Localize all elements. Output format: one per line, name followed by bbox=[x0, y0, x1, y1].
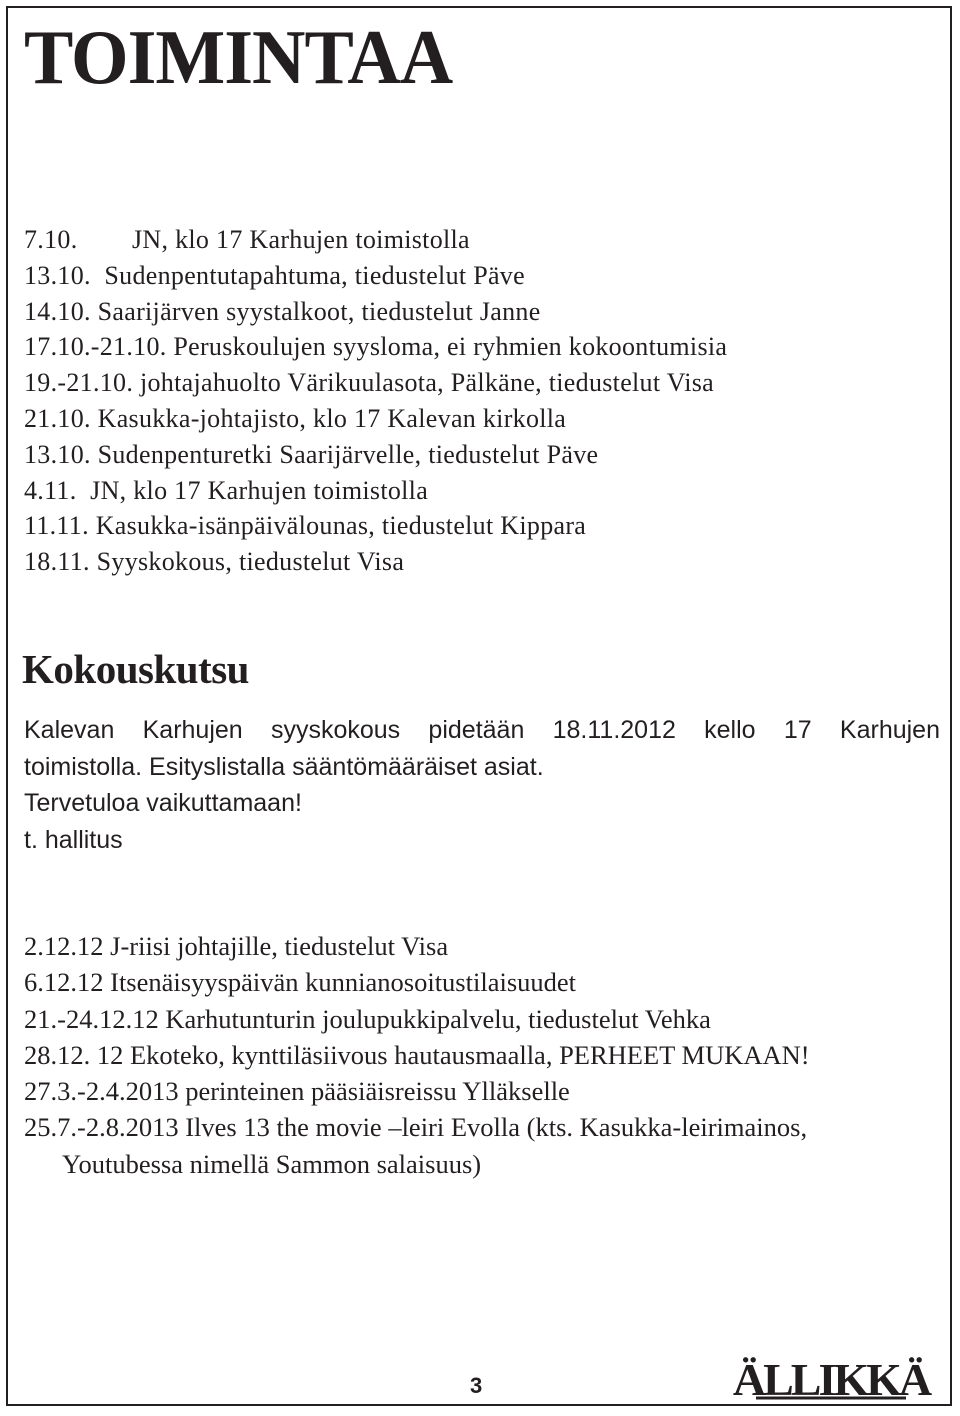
page-border bbox=[6, 6, 952, 1406]
list-item bbox=[24, 222, 727, 258]
event-text: Peruskoulujen syysloma, ei ryhmien kokoontumisia bbox=[173, 332, 728, 362]
list-item: 25.7.-2.8.2013 Ilves 13 the movie –leiri Evolla (kts. Kasukka-leirimainos, bbox=[24, 1112, 808, 1143]
list-item bbox=[24, 508, 727, 544]
event-date: 4.11. bbox=[24, 475, 77, 505]
event-date: 21.10. bbox=[24, 403, 91, 433]
invitation-line: toimistolla. Esityslistalla sääntömääräiset asiat. bbox=[24, 752, 544, 781]
list-item bbox=[24, 329, 727, 365]
event-text: JN, klo 17 Karhujen toimistolla bbox=[90, 475, 429, 505]
list-item bbox=[24, 544, 727, 580]
event-date: 14.10. bbox=[24, 296, 91, 326]
meeting-heading: Kokouskutsu bbox=[22, 646, 249, 692]
event-list bbox=[24, 222, 727, 580]
event-text: Kasukka-isänpäivälounas, tiedustelut Kippara bbox=[95, 511, 587, 541]
list-item bbox=[24, 258, 727, 294]
allikka-logo bbox=[732, 1338, 930, 1405]
page-number: 3 bbox=[470, 1373, 483, 1398]
event-date: 13.10. bbox=[24, 439, 91, 469]
event-text: JN, klo 17 Karhujen toimistolla bbox=[132, 225, 470, 254]
svg-text:ÄLLIKKÄ: ÄLLIKKÄ bbox=[732, 1354, 930, 1405]
event-text: johtajahuolto Värikuulasota, Pälkäne, tiedustelut Visa bbox=[139, 368, 715, 398]
list-item: 6.12.12 Itsenäisyyspäivän kunnianosoitustilaisuudet bbox=[24, 967, 577, 998]
meeting-invitation bbox=[24, 712, 940, 858]
event-text: Kasukka-johtajisto, klo 17 Kalevan kirkolla bbox=[97, 403, 567, 433]
list-item bbox=[24, 365, 727, 401]
list-item bbox=[24, 473, 727, 509]
list-item bbox=[24, 437, 727, 473]
event-text: Syyskokous, tiedustelut Visa bbox=[96, 547, 405, 577]
list-item: 2.12.12 J-riisi johtajille, tiedustelut Visa bbox=[24, 931, 449, 961]
event-date: 7.10. bbox=[24, 225, 78, 254]
allikka-logo-icon bbox=[732, 1338, 930, 1405]
invitation-line: Tervetuloa vaikuttamaan! bbox=[24, 789, 302, 817]
list-item: 21.-24.12.12 Karhutunturin joulupukkipalvelu, tiedustelut Vehka bbox=[24, 1003, 711, 1034]
event-text: Sudenpenturetki Saarijärvelle, tiedustelut Päve bbox=[97, 439, 599, 469]
list-item bbox=[24, 401, 727, 437]
invitation-line: Kalevan Karhujen syyskokous pidetään 18.11.2012 kello 17 Karhujen bbox=[24, 716, 940, 744]
event-text: Sudenpentutapahtuma, tiedustelut Päve bbox=[104, 260, 525, 290]
event-date: 18.11. bbox=[24, 547, 90, 577]
list-item: 28.12. 12 Ekoteko, kynttiläsiivous hautausmaalla, PERHEET MUKAAN! bbox=[24, 1039, 810, 1070]
later-event-list bbox=[24, 928, 810, 1182]
event-date: 11.11. bbox=[24, 511, 89, 541]
list-item: Youtubessa nimellä Sammon salaisuus) bbox=[62, 1148, 482, 1179]
invitation-signature: t. hallitus bbox=[24, 825, 123, 854]
list-item: 27.3.-2.4.2013 perinteinen pääsiäisreissu Ylläkselle bbox=[24, 1076, 570, 1107]
event-date: 19.-21.10. bbox=[24, 368, 134, 398]
event-date: 13.10. bbox=[24, 260, 91, 290]
page-title: TOIMINTAA bbox=[24, 14, 453, 102]
event-date: 17.10.-21.10. bbox=[24, 332, 167, 362]
list-item bbox=[24, 294, 727, 330]
event-text: Saarijärven syystalkoot, tiedustelut Janne bbox=[97, 296, 541, 326]
